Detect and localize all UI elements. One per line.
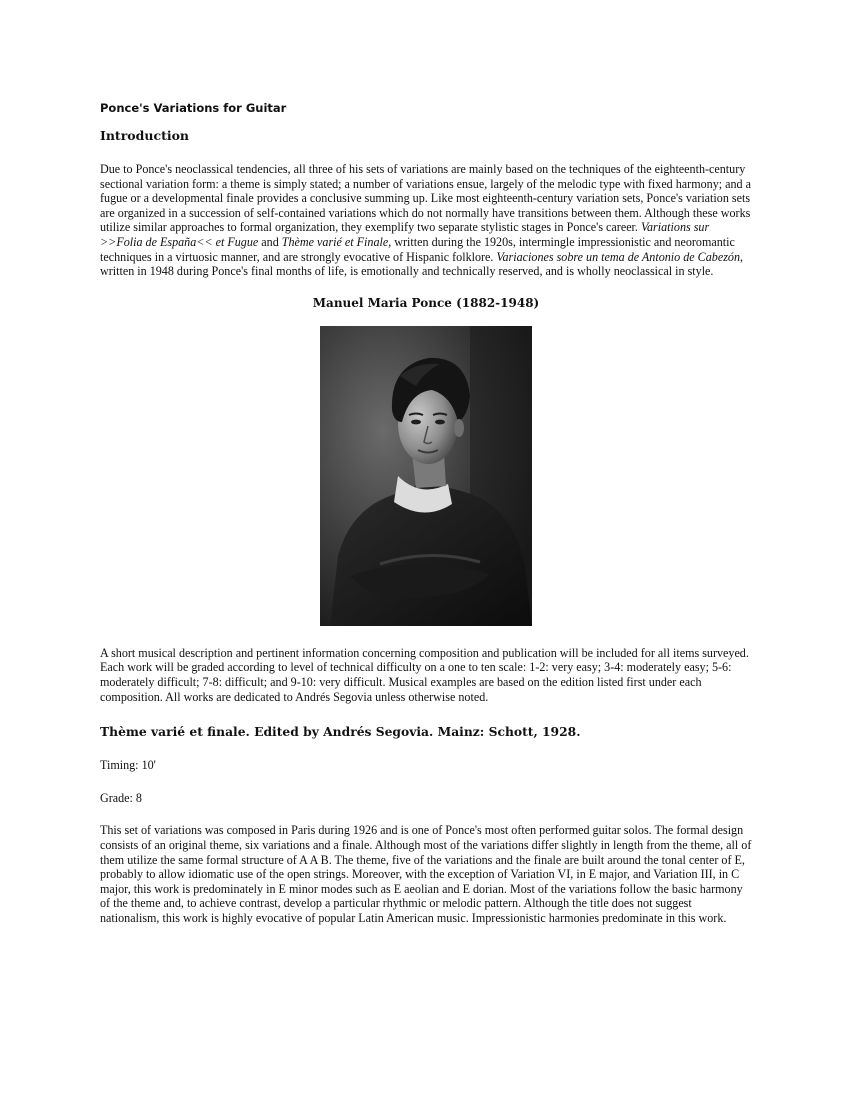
portrait-caption: Manuel Maria Ponce (1882-1948) — [312, 295, 540, 310]
work-title-theme-varie: Thème varié et Finale, — [281, 234, 392, 249]
intro-text-3: , written in 1948 during Ponce's final months of life, is emotionally and technically reserved, and is wholly neoclassical in style. — [100, 249, 744, 279]
work-grade: Grade: 8 — [100, 790, 142, 805]
work-timing: Timing: 10' — [100, 758, 156, 773]
portrait-photo — [320, 326, 532, 626]
intro-text-1: Due to Ponce's neoclassical tendencies, all three of his sets of variations are mainly based on the techniques of the eighteenth-century sectional variation form: a theme is simply stated; a number of variations ensue, largely of the melodic type with fixed harmony; and a fugue or a developmental finale provides a conclusive summing up. Like most eighteenth-century variation sets, Ponce's variation sets are organized in a succession of self-contained variations which do not normally have transitions between them. Although these works utilize similar approaches to formal organization, they exemplify two separate stylistic stages in Ponce's career. — [100, 162, 751, 235]
intro-text-2: written during the 1920s, intermingle impressionistic and neoromantic techniques in a virtuosic manner, and are strongly evocative of Hispanic folklore. — [100, 234, 735, 264]
work-title-folia: Variations sur >>Folia de España<< et Fugue — [100, 220, 710, 249]
work-heading-theme-varie: Thème varié et finale. Edited by Andrés Segovia. Mainz: Schott, 1928. — [100, 724, 581, 740]
document-title: Ponce's Variations for Guitar — [100, 101, 287, 115]
intro-text-and: and — [258, 234, 282, 249]
portrait-photo-image — [320, 326, 532, 626]
work-description-paragraph: This set of variations was composed in Paris during 1926 and is one of Ponce's most often performed guitar solos. The formal design consists of an original theme, six variations and a finale. Although most of the variations differ slightly in length from the theme, all of them utilize the same formal structure of A A B. The theme, five of the variations and the finale are built around the tonal center of E, probably to allow idiomatic use of the open strings. Moreover, with the exception of Variation VI, in E major, and Variation III, in C major, this work is predominately in E minor modes such as E aeolian and E dorian. Most of the variations follow the basic harmony of the theme and, to achieve contrast, develop a particular rhythmic or melodic pattern. Although the title does not suggest nationalism, this work is highly evocative of popular Latin American music. Impressionistic harmonies predominate in this work. — [100, 823, 752, 925]
work-title-cabezon: Variaciones sobre un tema de Antonio de Cabezón — [496, 249, 740, 264]
introduction-paragraph — [100, 162, 752, 279]
document-page — [100, 100, 752, 925]
survey-paragraph: A short musical description and pertinent information concerning composition and publication will be included for all items surveyed. Each work will be graded according to level of technical difficulty on a one to ten scale: 1-2: very easy; 3-4: moderately easy; 5-6: moderately difficult; 7-8: difficult; and 9-10: very difficult. Musical examples are based on the edition listed first under each composition. All works are dedicated to Andrés Segovia unless otherwise noted. — [100, 645, 749, 704]
section-heading-introduction: Introduction — [100, 128, 190, 143]
